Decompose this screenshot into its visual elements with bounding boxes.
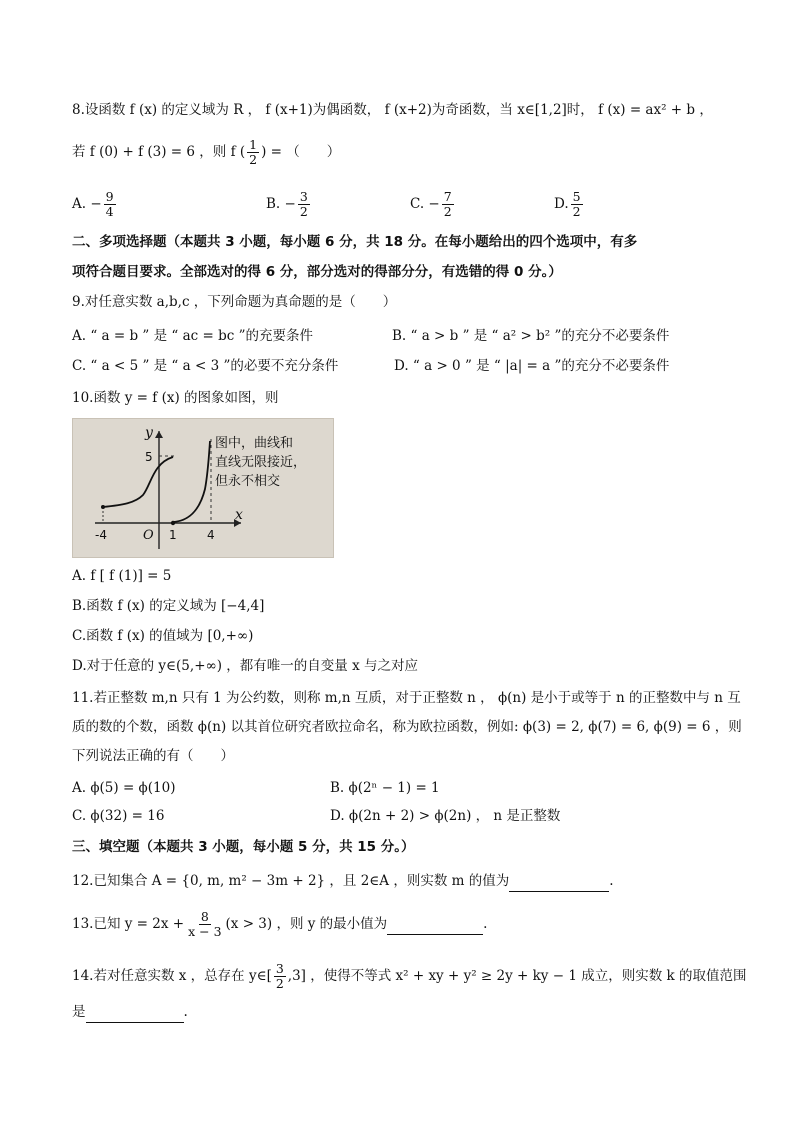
q10-option-c[interactable]: C.函数 f (x) 的值域为 [0,+∞) bbox=[72, 628, 254, 644]
q8-stem-line1: 8.设函数 f (x) 的定义域为 R ， f (x+1)为偶函数， f (x+2)为奇函数，当 x∈[1,2]时， f (x) = ax² + b ， bbox=[72, 102, 713, 118]
q14-line1 bbox=[72, 962, 746, 991]
q11-option-c[interactable]: C. ϕ(32) = 16 bbox=[72, 808, 165, 824]
section2-heading-line1: 二、多项选择题（本题共 3 小题，每小题 6 分，共 18 分。在每小题给出的四个选项中，有多 bbox=[72, 234, 638, 250]
q13-text-mid: (x > 3) ，则 y 的最小值为 bbox=[225, 916, 388, 932]
q8-option-c[interactable]: C. − $\frac{7}{2}$ bbox=[410, 189, 452, 219]
q10-option-a[interactable]: A. f [ f (1)] = 5 bbox=[72, 568, 172, 584]
x-axis-label: x bbox=[235, 507, 243, 523]
tick-1: 1 bbox=[169, 528, 177, 542]
q11-stem-line3: 下列说法正确的有（ ） bbox=[72, 748, 234, 764]
q9-option-c[interactable]: C. “ a < 5 ” 是 “ a < 3 ”的必要不充分条件 bbox=[72, 358, 339, 374]
q8-option-d[interactable]: D. $\frac{5}{2}$ bbox=[554, 189, 581, 219]
q9-option-b[interactable]: B. “ a > b ” 是 “ a² > b² ”的充分不必要条件 bbox=[392, 328, 670, 344]
q8-stem-post: ) = （ ） bbox=[261, 144, 341, 160]
q13-text-pre: 13.已知 y = 2x + bbox=[72, 916, 185, 932]
graph-note-line3: 但永不相交 bbox=[215, 474, 281, 489]
q11-stem-line2: 质的数的个数，函数 ϕ(n) 以其首位研究者欧拉命名，称为欧拉函数，例如: ϕ(3) = 2, ϕ(7) = 6, ϕ(9) = 6 ，则 bbox=[72, 719, 742, 735]
curve-left bbox=[103, 457, 173, 507]
point-1 bbox=[171, 521, 175, 525]
tick-4: 4 bbox=[207, 528, 215, 542]
q9-option-a[interactable]: A. “ a = b ” 是 “ ac = bc ”的充要条件 bbox=[72, 328, 313, 344]
section2-heading-line2: 项符合题目要求。全部选对的得 6 分，部分选对的得部分分，有选错的得 0 分。） bbox=[72, 264, 562, 280]
q8-stem-pre: 若 f (0) + f (3) = 6 ，则 f ( bbox=[72, 144, 246, 160]
q10-stem: 10.函数 y = f (x) 的图象如图，则 bbox=[72, 390, 279, 406]
q10-graph-svg bbox=[73, 419, 333, 557]
q8-option-b[interactable]: B. − $\frac{3}{2}$ bbox=[266, 189, 308, 219]
q9-stem: 9.对任意实数 a,b,c ，下列命题为真命题的是（ ） bbox=[72, 294, 397, 310]
q10-option-d[interactable]: D.对于任意的 y∈(5,+∞) ，都有唯一的自变量 x 与之对应 bbox=[72, 658, 419, 674]
q14-text-post: ,3] ，使得不等式 x² + xy + y² ≥ 2y + ky − 1 成立，则实数 k 的取值范围 bbox=[287, 968, 747, 984]
q12-line: 12.已知集合 A = {0, m, m² − 3m + 2} ，且 2∈A ，则实数 m 的值为 . bbox=[72, 871, 614, 892]
q14-frac: $\frac{3}{2}$ bbox=[275, 961, 284, 991]
q11-option-a[interactable]: A. ϕ(5) = ϕ(10) bbox=[72, 780, 176, 796]
q11-stem-line1: 11.若正整数 m,n 只有 1 为公约数，则称 m,n 互质，对于正整数 n ， ϕ(n) 是小于或等于 n 的正整数中与 n 互 bbox=[72, 690, 741, 706]
q11-option-d[interactable]: D. ϕ(2n + 2) > ϕ(2n) ， n 是正整数 bbox=[330, 808, 561, 824]
q14-answer-blank[interactable] bbox=[86, 1002, 184, 1023]
q11-option-b[interactable]: B. ϕ(2ⁿ − 1) = 1 bbox=[330, 780, 440, 796]
q8-option-a[interactable]: A. − $\frac{9}{4}$ bbox=[72, 189, 114, 219]
q13-answer-blank[interactable] bbox=[387, 914, 483, 935]
q10-graph-figure bbox=[72, 418, 334, 558]
graph-note-line1: 图中，曲线和 bbox=[215, 436, 294, 451]
q12-text: 12.已知集合 A = {0, m, m² − 3m + 2} ，且 2∈A ，则实数 m 的值为 bbox=[72, 873, 510, 889]
tick-5: 5 bbox=[145, 450, 153, 464]
y-axis-label: y bbox=[145, 425, 153, 441]
q8-stem-line2 bbox=[72, 138, 340, 167]
q13-frac: $\frac{8}{x - 3}$ bbox=[188, 909, 222, 939]
origin-label: O bbox=[143, 528, 154, 543]
q9-option-d[interactable]: D. “ a > 0 ” 是 “ |a| = a ”的充分不必要条件 bbox=[394, 358, 670, 374]
tick-neg4: -4 bbox=[95, 528, 107, 542]
q14-text-pre: 14.若对任意实数 x ，总存在 y∈[ bbox=[72, 968, 272, 984]
q8-frac: $\frac{1}{2}$ bbox=[249, 137, 258, 167]
y-axis-arrow bbox=[155, 431, 163, 438]
q12-answer-blank[interactable] bbox=[509, 871, 609, 892]
q14-line2: 是 . bbox=[72, 1002, 188, 1023]
point-neg4 bbox=[101, 505, 105, 509]
q13-line: 13.已知 y = 2x + $\frac{8}{x - 3}$ (x > 3) ，则 y 的最小值为 . bbox=[72, 909, 488, 939]
q10-option-b[interactable]: B.函数 f (x) 的定义域为 [−4,4] bbox=[72, 598, 265, 614]
section3-heading: 三、填空题（本题共 3 小题，每小题 5 分，共 15 分。） bbox=[72, 839, 415, 855]
graph-note-line2: 直线无限接近， bbox=[215, 455, 307, 470]
curve-right bbox=[173, 441, 210, 522]
